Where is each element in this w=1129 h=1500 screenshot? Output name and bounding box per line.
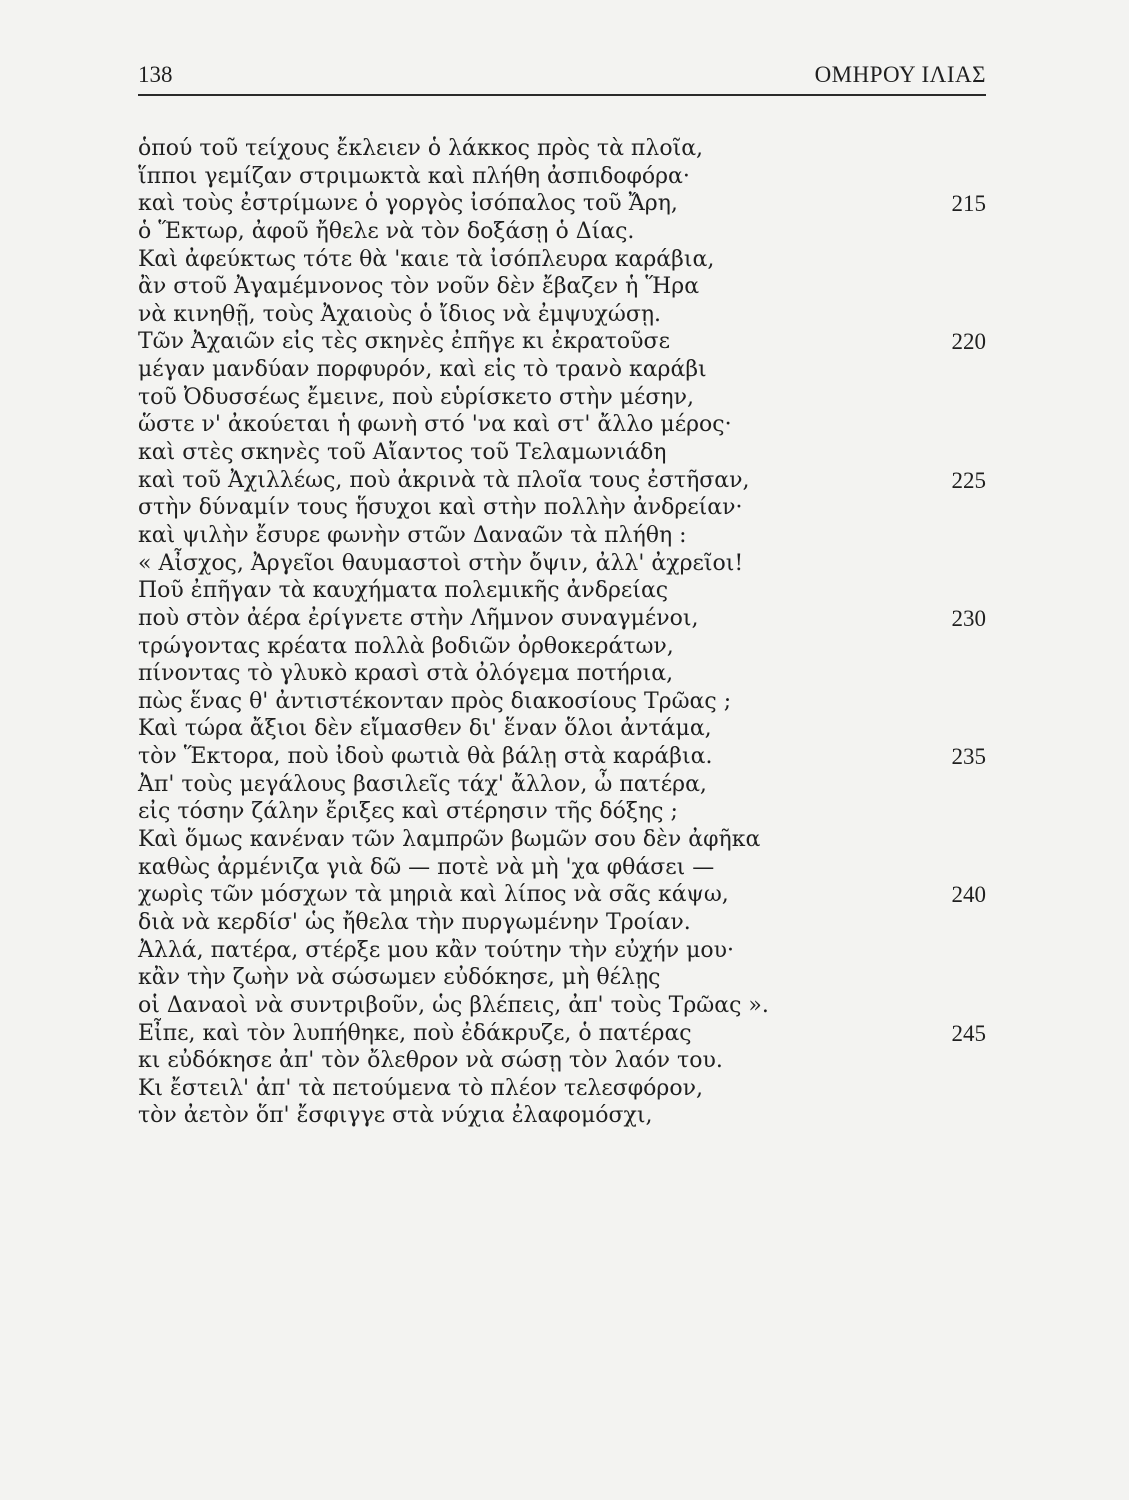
verse-line — [138, 411, 986, 439]
verse-text: ὁπού τοῦ τείχους ἔκλειεν ὁ λάκκος πρὸς τὰ πλοῖα, — [138, 136, 704, 161]
verse-line — [138, 937, 986, 965]
verse-text: πίνοντας τὸ γλυκὸ κρασὶ στὰ ὀλόγεμα ποτήρια, — [138, 661, 674, 687]
verse-text: εἰς τόσην ζάλην ἔριξες καὶ στέρησιν τῆς δόξης ; — [138, 799, 678, 825]
verse-line — [138, 992, 986, 1020]
verse-text: Καὶ ἀφεύκτως τότε θὰ 'καιε τὰ ἰσόπλευρα καράβια, — [138, 246, 715, 272]
verse-line — [138, 384, 986, 412]
verse-line — [138, 909, 986, 937]
verse-text: ὁ Ἕκτωρ, ἀφοῦ ἤθελε νὰ τὸν δοξάσῃ ὁ Δίας. — [138, 218, 635, 244]
verse-text: τρώγοντας κρέατα πολλὰ βοδιῶν ὀρθοκεράτων, — [138, 633, 674, 659]
verse-line — [138, 494, 986, 522]
verse-text: Καὶ ὅμως κανέναν τῶν λαμπρῶν βωμῶν σου δὲν ἀφῆκα — [138, 827, 761, 853]
verse-text: ποὺ στὸν ἀέρα ἐρίγνετε στὴν Λῆμνον συναγμένοι, — [138, 605, 699, 631]
verse-line — [138, 964, 986, 992]
verse-line — [138, 135, 986, 163]
verse-text: ὥστε ν' ἀκούεται ἡ φωνὴ στό 'να καὶ στ' ἄλλο μέρος· — [138, 412, 732, 438]
verse-text: Ἀπ' τοὺς μεγάλους βασιλεῖς τάχ' ἄλλον, ὦ πατέρα, — [138, 771, 707, 797]
verse-line — [138, 190, 986, 218]
verse-text: Ἀλλά, πατέρα, στέρξε μου κἂν τούτην τὴν εὐχήν μου· — [138, 937, 734, 963]
verse-line — [138, 605, 986, 633]
line-number: 220 — [951, 329, 986, 355]
verse-line — [138, 1075, 986, 1103]
verse-line — [138, 356, 986, 384]
verse-text: διὰ νὰ κερδίσ' ὡς ἤθελα τὴν πυργωμένην Τροίαν. — [138, 909, 691, 935]
verse-text: κἂν τὴν ζωὴν νὰ σώσωμεν εὐδόκησε, μὴ θέλῃς — [138, 965, 661, 991]
line-number: 230 — [951, 605, 986, 631]
verse-text: μέγαν μανδύαν πορφυρόν, καὶ εἰς τὸ τρανὸ καράβι — [138, 357, 707, 383]
verse-text: καὶ ψιλὴν ἔσυρε φωνὴν στῶν Δαναῶν τὰ πλήθη : — [138, 522, 687, 548]
verse-text: καθὼς ἀρμένιζα γιὰ δῶ — ποτὲ νὰ μὴ 'χα φθάσει — — [138, 854, 715, 880]
verse-line — [138, 467, 986, 495]
verse-text: χωρὶς τῶν μόσχων τὰ μηριὰ καὶ λίπος νὰ σᾶς κάψω, — [138, 882, 729, 908]
verse-line — [138, 771, 986, 799]
verse-text: τοῦ Ὀδυσσέως ἔμεινε, ποὺ εὑρίσκετο στὴν μέσην, — [138, 384, 694, 410]
verse-line — [138, 688, 986, 716]
verse-line — [138, 715, 986, 743]
verse-text: οἱ Δαναοὶ νὰ συντριβοῦν, ὡς βλέπεις, ἀπ' τοὺς Τρῶας ». — [138, 992, 769, 1018]
verse-line — [138, 522, 986, 550]
verse-line — [138, 301, 986, 329]
verse-line — [138, 743, 986, 771]
verse-text: καὶ στὲς σκηνὲς τοῦ Αἴαντος τοῦ Τελαμωνιάδη — [138, 440, 667, 466]
line-number: 225 — [951, 467, 986, 493]
line-number: 215 — [951, 191, 986, 217]
verse-text: πὼς ἕνας θ' ἀντιστέκονταν πρὸς διακοσίους Τρῶας ; — [138, 688, 732, 714]
verse-line — [138, 1102, 986, 1130]
page-number: 138 — [138, 62, 173, 87]
verse-text: καὶ τοὺς ἐστρίμωνε ὁ γοργὸς ἰσόπαλος τοῦ Ἄρη, — [138, 191, 678, 217]
verse-line — [138, 163, 986, 191]
line-number: 240 — [951, 882, 986, 908]
verse-text: ἵπποι γεμίζαν στριμωκτὰ καὶ πλήθη ἀσπιδοφόρα· — [138, 163, 690, 189]
verse-text: τὸν Ἕκτορα, ποὺ ἰδοὺ φωτιὰ θὰ βάλῃ στὰ καράβια. — [138, 744, 713, 770]
verse-text: νὰ κινηθῇ, τοὺς Ἀχαιοὺς ὁ ἴδιος νὰ ἐμψυχώσῃ. — [138, 301, 662, 327]
verse-text: ἂν στοῦ Ἀγαμέμνονος τὸν νοῦν δὲν ἔβαζεν ἡ Ἥρα — [138, 274, 700, 300]
verse-line — [138, 577, 986, 605]
verse-line — [138, 633, 986, 661]
verse-line — [138, 218, 986, 246]
verse-line — [138, 1020, 986, 1048]
line-number: 245 — [951, 1020, 986, 1046]
verse-line — [138, 798, 986, 826]
verse-text: Τῶν Ἀχαιῶν εἰς τὲς σκηνὲς ἐπῆγε κι ἐκρατοῦσε — [138, 329, 670, 355]
header-rule — [138, 94, 986, 96]
verse-line — [138, 273, 986, 301]
verse-line — [138, 1047, 986, 1075]
verse-line — [138, 826, 986, 854]
line-number: 235 — [951, 744, 986, 770]
running-title: ΟΜΗΡΟΥ ΙΛΙΑΣ — [814, 62, 986, 87]
verse-line — [138, 550, 986, 578]
verse-line — [138, 439, 986, 467]
verse-text: Κι ἔστειλ' ἀπ' τὰ πετούμενα τὸ πλέον τελεσφόρον, — [138, 1075, 703, 1101]
verse-text: τὸν ἀετὸν ὅπ' ἔσφιγγε στὰ νύχια ἐλαφομόσχι, — [138, 1103, 653, 1129]
verse-text: Εἶπε, καὶ τὸν λυπήθηκε, ποὺ ἐδάκρυζε, ὁ πατέρας — [138, 1020, 692, 1046]
verse-line — [138, 854, 986, 882]
verse-line — [138, 881, 986, 909]
verse-text: καὶ τοῦ Ἀχιλλέως, ποὺ ἀκρινὰ τὰ πλοῖα τους ἐστῆσαν, — [138, 467, 750, 493]
verse-text: Καὶ τώρα ἄξιοι δὲν εἴμασθεν δι' ἕναν ὅλοι ἀντάμα, — [138, 716, 712, 742]
verse-text: « Αἶσχος, Ἀργεῖοι θαυμαστοὶ στὴν ὄψιν, ἀλλ' ἀχρεῖοι! — [138, 550, 744, 576]
verse-text: κι εὐδόκησε ἀπ' τὸν ὄλεθρον νὰ σώσῃ τὸν λαόν του. — [138, 1048, 723, 1074]
poem-text — [138, 135, 986, 1130]
verse-line — [138, 246, 986, 274]
verse-line — [138, 328, 986, 356]
page-header — [138, 62, 986, 92]
verse-text: Ποῦ ἐπῆγαν τὰ καυχήματα πολεμικῆς ἀνδρείας — [138, 578, 669, 604]
verse-text: στὴν δύναμίν τους ἥσυχοι καὶ στὴν πολλὴν ἀνδρείαν· — [138, 495, 743, 521]
verse-line — [138, 660, 986, 688]
